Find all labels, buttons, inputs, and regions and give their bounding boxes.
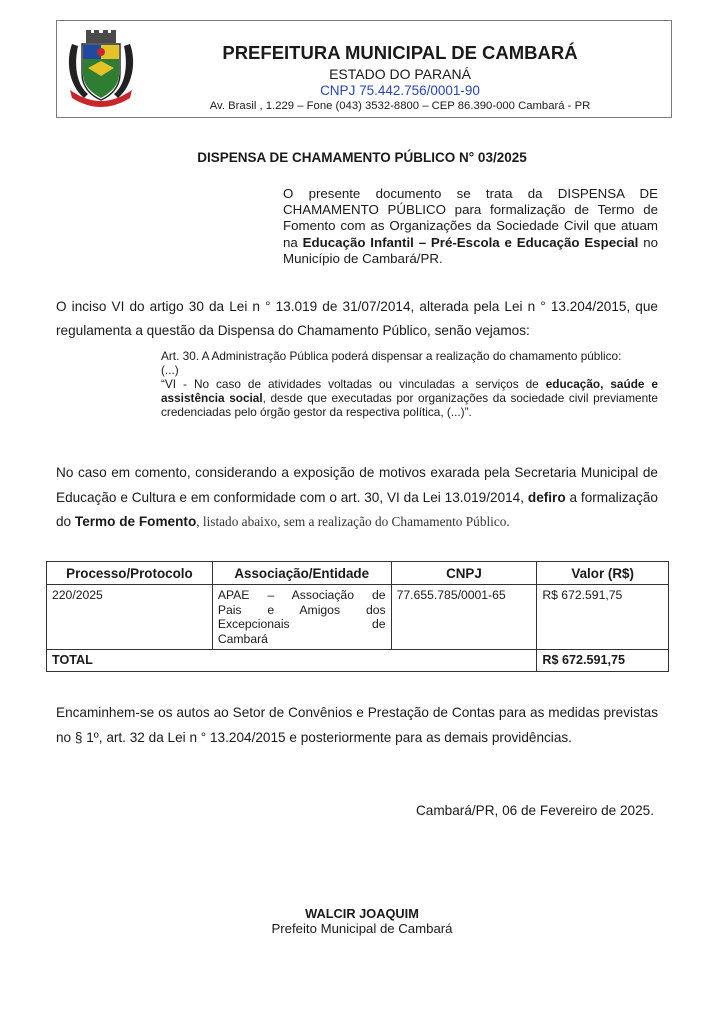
table-row <box>47 585 669 650</box>
decision-text: No caso em comento, considerando a exposição de motivos exarada pela Secretaria Municipal de Educação e Cultura e em conformidade com o art. 30, VI da Lei 13.019/2014, <box>56 465 658 505</box>
table-total-row <box>47 650 669 672</box>
fomento-table <box>46 561 669 672</box>
decision-text-mid: a formalização do <box>56 489 658 529</box>
law-quote <box>161 349 658 419</box>
quote-inciso <box>161 377 658 419</box>
summary-bold: Educação Infantil – Pré-Escola e Educação Especial <box>302 234 639 250</box>
quote-text: “VI - No caso de atividades voltadas ou vinculadas a serviços de <box>161 377 546 391</box>
total-value: R$ 672.591,75 <box>537 650 669 672</box>
cell-valor: R$ 672.591,75 <box>537 585 669 650</box>
decision-bold-defiro: defiro <box>527 489 566 505</box>
decision-paragraph <box>56 461 658 535</box>
coat-of-arms-icon <box>64 30 138 110</box>
summary-paragraph <box>283 186 658 267</box>
quote-bold: educação, saúde e assistência social <box>161 377 658 405</box>
cell-cnpj: 77.655.785/0001-65 <box>391 585 537 650</box>
letterhead-address: Av. Brasil , 1.229 – Fone (043) 3532-8800 – CEP 86.390-000 Cambará - PR <box>209 100 591 112</box>
signatory-name: WALCIR JOAQUIM <box>305 906 419 921</box>
forwarding-paragraph: Encaminhem-se os autos ao Setor de Convênios e Prestação de Contas para as medidas previstas no § 1º, art. 32 da Lei n ° 13.204/2015 e posteriormente para as demais providências. <box>56 705 658 745</box>
entidade-line: Excepcionais de <box>217 617 386 631</box>
decision-text-end: , listado abaixo, sem a realização do Chamamento Público. <box>196 514 510 529</box>
column-header-processo: Processo/Protocolo <box>47 562 213 585</box>
entidade-line: Cambará <box>217 631 268 646</box>
total-label: TOTAL <box>47 650 537 672</box>
quote-text-end: , desde que executadas por organizações da sociedade civil previamente credenciadas pelo órgão gestor da respectiva política, (...)”. <box>161 391 658 419</box>
decision-bold-termo: Termo de Fomento <box>74 514 197 529</box>
legal-basis-paragraph: O inciso VI do artigo 30 da Lei n ° 13.019 de 31/07/2014, alterada pela Lei n ° 13.204/2015, que regulamenta a questão da Dispensa do Chamamento Público, senão vejamos: <box>56 299 658 338</box>
entidade-line: APAE – Associação de <box>217 588 386 602</box>
date-line: Cambará/PR, 06 de Fevereiro de 2025. <box>415 803 654 818</box>
entidade-line: Pais e Amigos dos <box>217 602 386 617</box>
signatory-role: Prefeito Municipal de Cambará <box>271 921 453 936</box>
summary-text-end: no Município de Cambará/PR. <box>283 234 658 266</box>
table-header-row <box>47 562 669 585</box>
letterhead-title: PREFEITURA MUNICIPAL DE CAMBARÁ <box>222 42 578 63</box>
column-header-entidade: Associação/Entidade <box>212 562 391 585</box>
document-title: DISPENSA DE CHAMAMENTO PÚBLICO N° 03/2025 <box>197 150 527 165</box>
column-header-cnpj: CNPJ <box>391 562 537 585</box>
cell-entidade <box>212 585 391 650</box>
letterhead-cnpj: CNPJ 75.442.756/0001-90 <box>320 83 480 98</box>
quote-ellipsis: (...) <box>161 363 179 377</box>
quote-article: Art. 30. A Administração Pública poderá dispensar a realização do chamamento público: <box>161 349 622 363</box>
summary-text: O presente documento se trata da DISPENSA DE CHAMAMENTO PÚBLICO para formalização de Termo de Fomento com as Organizações da Sociedade Civil que atuam na <box>283 186 658 250</box>
cell-processo: 220/2025 <box>47 585 213 650</box>
column-header-valor: Valor (R$) <box>537 562 669 585</box>
letterhead-state: ESTADO DO PARANÁ <box>329 66 471 82</box>
